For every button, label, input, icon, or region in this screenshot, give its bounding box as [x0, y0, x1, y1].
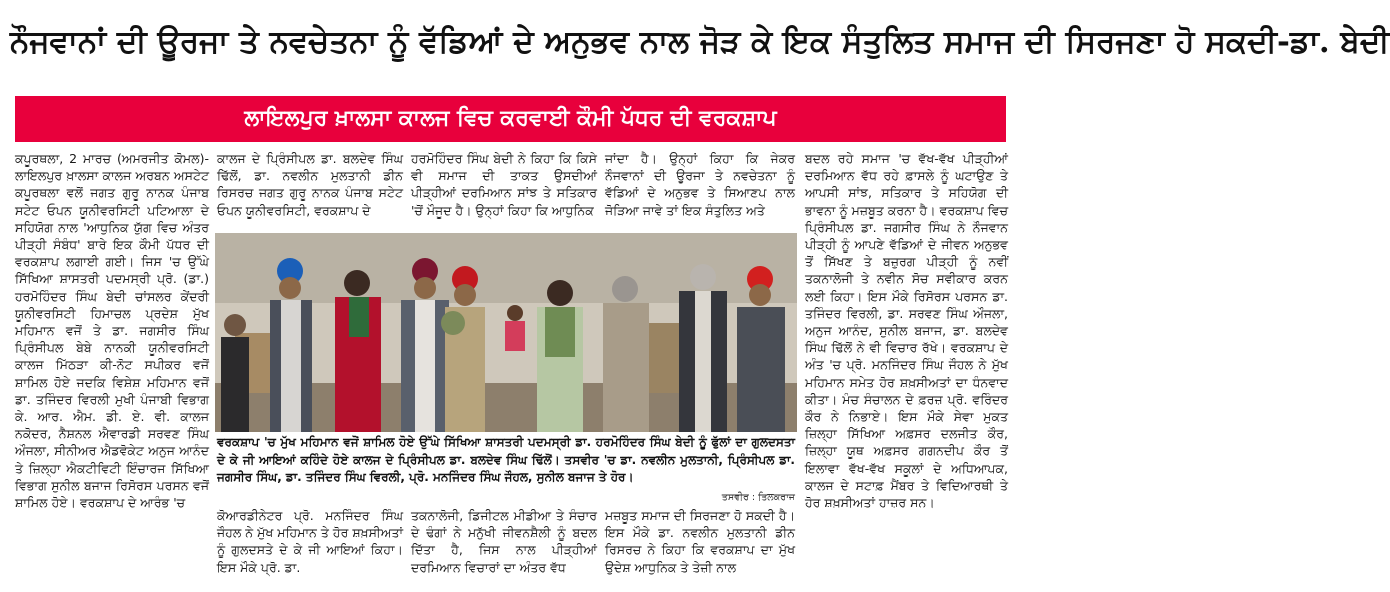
article-column-4-bottom — [605, 507, 795, 586]
article-column-1 — [15, 150, 209, 586]
article-column-2-top — [217, 150, 403, 230]
group-photo-illustration — [215, 233, 797, 432]
headline: ਨੌਜਵਾਨਾਂ ਦੀ ਊਰਜਾ ਤੇ ਨਵਚੇਤਨਾ ਨੂੰ ਵੱਡਿਆਂ ਦੇ ਅਨੁਭਵ ਨਾਲ ਜੋੜ ਕੇ ਇਕ ਸੰਤੁਲਿਤ ਸਮਾਜ ਦੀ ਸਿਰਜਣਾ ਹੋ ਸਕਦੀ-ਡਾ. ਬੇਦੀ — [10, 24, 1390, 60]
column-2-top-text: ਕਾਲਜ ਦੇ ਪ੍ਰਿੰਸੀਪਲ ਡਾ. ਬਲਦੇਵ ਸਿੰਘ ਢਿੱਲੋਂ, ਡਾ. ਨਵਲੀਨ ਮੁਲਤਾਨੀ ਡੀਨ ਰਿਸਰਚ ਜਗਤ ਗੁਰੂ ਨਾਨਕ ਪੰਜਾਬ ਸਟੇਟ ਓਪਨ ਯੂਨੀਵਰਸਿਟੀ, ਵਰਕਸ਼ਾਪ ਦੇ — [217, 151, 403, 218]
article-column-5 — [805, 150, 1008, 586]
photo-credit: ਤਸਵੀਰ : ਤਿਲਕਰਾਜ — [721, 492, 795, 503]
column-4-bottom-text: ਮਜ਼ਬੂਤ ਸਮਾਜ ਦੀ ਸਿਰਜਣਾ ਹੋ ਸਕਦੀ ਹੈ। ਇਸ ਮੌਕੇ ਡਾ. ਨਵਲੀਨ ਮੁਲਤਾਨੀ ਡੀਨ ਰਿਸਰਚ ਨੇ ਕਿਹਾ ਕਿ ਵਰਕਸ਼ਾਪ ਦਾ ਮੁੱਖ ਉਦੇਸ਼ ਆਧੁਨਿਕ ਤੇ ਤੇਜ਼ੀ ਨਾਲ — [605, 508, 795, 575]
column-2-bottom-text: ਕੋਆਰਡੀਨੇਟਰ ਪ੍ਰੋ. ਮਨਜਿੰਦਰ ਸਿੰਘ ਜੌਹਲ ਨੇ ਮੁੱਖ ਮਹਿਮਾਨ ਤੇ ਹੋਰ ਸ਼ਖ਼ਸੀਅਤਾਂ ਨੂੰ ਗੁਲਦਸਤੇ ਦੇ ਕੇ ਜੀ ਆਇਆਂ ਕਿਹਾ। ਇਸ ਮੌਕੇ ਪ੍ਰੋ. ਡਾ. — [217, 508, 403, 575]
article-column-2-bottom — [217, 507, 403, 586]
column-5-text: ਬਦਲ ਰਹੇ ਸਮਾਜ 'ਚ ਵੱਖ-ਵੱਖ ਪੀੜ੍ਹੀਆਂ ਦਰਮਿਆਨ ਵੱਧ ਰਹੇ ਫ਼ਾਸਲੇ ਨੂੰ ਘਟਾਉਣ ਤੇ ਆਪਸੀ ਸਾਂਝ, ਸਤਿਕਾਰ ਤੇ ਸਹਿਯੋਗ ਦੀ ਭਾਵਨਾ ਨੂੰ ਮਜ਼ਬੂਤ ਕਰਨਾ ਹੈ। ਵਰਕਸ਼ਾਪ ਵਿਚ ਪ੍ਰਿੰਸੀਪਲ ਡਾ. ਜਗਸੀਰ ਸਿੰਘ ਨੇ ਨੌਜਵਾਨ ਪੀੜ੍ਹੀ ਨੂੰ ਆਪਣੇ ਵੱਡਿਆਂ ਦੇ ਜੀਵਨ ਅਨੁਭਵ ਤੋਂ ਸਿੱਖਣ ਤੇ ਬਜ਼ੁਰਗ ਪੀੜ੍ਹੀ ਨੂੰ ਨਵੀਂ ਤਕਨਾਲੋਜੀ ਤੇ ਨਵੀਨ ਸੋਚ ਸਵੀਕਾਰ ਕਰਨ ਲਈ ਕਿਹਾ। ਇਸ ਮੌਕੇ ਰਿਸੋਰਸ ਪਰਸਨ ਡਾ. ਤਜਿੰਦਰ ਵਿਰਲੀ, ਡਾ. ਸਰਵਣ ਸਿੰਘ ਔਜਲਾ, ਅਨੁਜ ਆਨੰਦ, ਸੁਨੀਲ ਬਜਾਜ, ਡਾ. ਬਲਦੇਵ ਸਿੰਘ ਢਿੱਲੋਂ ਨੇ ਵੀ ਵਿਚਾਰ ਰੱਖੇ। ਵਰਕਸ਼ਾਪ ਦੇ ਅੰਤ 'ਚ ਪ੍ਰੋ. ਮਨਜਿੰਦਰ ਸਿੰਘ ਜੌਹਲ ਨੇ ਮੁੱਖ ਮਹਿਮਾਨ ਸਮੇਤ ਹੋਰ ਸ਼ਖ਼ਸੀਅਤਾਂ ਦਾ ਧੰਨਵਾਦ ਕੀਤਾ। ਮੰਚ ਸੰਚਾਲਨ ਦੇ ਫ਼ਰਜ਼ ਪ੍ਰੋ. ਵਰਿੰਦਰ ਕੌਰ ਨੇ ਨਿਭਾਏ। ਇਸ ਮੌਕੇ ਸੇਵਾ ਮੁਕਤ ਜ਼ਿਲ੍ਹਾ ਸਿੱਖਿਆ ਅਫ਼ਸਰ ਦਲਜੀਤ ਕੌਰ, ਜ਼ਿਲ੍ਹਾ ਯੂਥ ਅਫ਼ਸਰ ਗਗਨਦੀਪ ਕੌਰ ਤੋਂ ਇਲਾਵਾ ਵੱਖ-ਵੱਖ ਸਕੂਲਾਂ ਦੇ ਅਧਿਆਪਕ, ਕਾਲਜ ਦੇ ਸਟਾਫ਼ ਮੈਂਬਰ ਤੇ ਵਿਦਿਆਰਥੀ ਤੇ ਹੋਰ ਸ਼ਖ਼ਸੀਅਤਾਂ ਹਾਜ਼ਰ ਸਨ। — [805, 151, 1008, 511]
article-column-3-top — [411, 150, 597, 230]
column-1-text: ਕਪੂਰਥਲਾ, 2 ਮਾਰਚ (ਅਮਰਜੀਤ ਕੋਮਲ)-ਲਾਇਲਪੁਰ ਖ਼ਾਲਸਾ ਕਾਲਜ ਅਰਬਨ ਅਸਟੇਟ ਕਪੂਰਥਲਾ ਵਲੋਂ ਜਗਤ ਗੁਰੂ ਨਾਨਕ ਪੰਜਾਬ ਸਟੇਟ ਓਪਨ ਯੂਨੀਵਰਸਿਟੀ ਪਟਿਆਲਾ ਦੇ ਸਹਿਯੋਗ ਨਾਲ 'ਆਧੁਨਿਕ ਯੁੱਗ ਵਿਚ ਅੰਤਰ ਪੀੜ੍ਹੀ ਸੰਬੰਧ' ਬਾਰੇ ਇਕ ਕੌਮੀ ਪੱਧਰ ਦੀ ਵਰਕਸ਼ਾਪ ਲਗਾਈ ਗਈ। ਜਿਸ 'ਚ ਉੱਘੇ ਸਿੱਖਿਆ ਸ਼ਾਸਤਰੀ ਪਦਮਸ੍ਰੀ ਪ੍ਰੋ. (ਡਾ.) ਹਰਮੋਹਿੰਦਰ ਸਿੰਘ ਬੇਦੀ ਚਾਂਸਲਰ ਕੇਂਦਰੀ ਯੂਨੀਵਰਸਿਟੀ ਹਿਮਾਚਲ ਪ੍ਰਦੇਸ਼ ਮੁੱਖ ਮਹਿਮਾਨ ਵਜੋਂ ਤੇ ਡਾ. ਜਗਸੀਰ ਸਿੰਘ ਪ੍ਰਿੰਸੀਪਲ ਬੇਬੇ ਨਾਨਕੀ ਯੂਨੀਵਰਸਿਟੀ ਕਾਲਜ ਮਿੱਠੜਾ ਕੀ-ਨੋਟ ਸਪੀਕਰ ਵਜੋਂ ਸ਼ਾਮਿਲ ਹੋਏ ਜਦਕਿ ਵਿਸ਼ੇਸ਼ ਮਹਿਮਾਨ ਵਜੋਂ ਡਾ. ਤਜਿੰਦਰ ਵਿਰਲੀ ਮੁਖੀ ਪੰਜਾਬੀ ਵਿਭਾਗ ਕੇ. ਆਰ. ਐਮ. ਡੀ. ਏ. ਵੀ. ਕਾਲਜ ਨਕੋਦਰ, ਨੈਸ਼ਨਲ ਐਵਾਰਡੀ ਸਰਵਣ ਸਿੰਘ ਔਜਲਾ, ਸੀਨੀਅਰ ਐਡਵੋਕੇਟ ਅਨੁਜ ਆਨੰਦ ਤੇ ਜ਼ਿਲ੍ਹਾ ਐਕਟੀਵਿਟੀ ਇੰਚਾਰਜ ਸਿੱਖਿਆ ਵਿਭਾਗ ਸੁਨੀਲ ਬਜਾਜ ਰਿਸੋਰਸ ਪਰਸਨ ਵਜੋਂ ਸ਼ਾਮਿਲ ਹੋਏ। ਵਰਕਸ਼ਾਪ ਦੇ ਆਰੰਭ 'ਚ — [15, 151, 209, 511]
photo-caption: ਵਰਕਸ਼ਾਪ 'ਚ ਮੁੱਖ ਮਹਿਮਾਨ ਵਜੋਂ ਸ਼ਾਮਿਲ ਹੋਏ ਉੱਘੇ ਸਿੱਖਿਆ ਸ਼ਾਸਤਰੀ ਪਦਮਸ੍ਰੀ ਡਾ. ਹਰਮੋਹਿੰਦਰ ਸਿੰਘ ਬੇਦੀ ਨੂੰ ਫੁੱਲਾਂ ਦਾ ਗੁਲਦਸਤਾ ਦੇ ਕੇ ਜੀ ਆਇਆਂ ਕਹਿੰਦੇ ਹੋਏ ਕਾਲਜ ਦੇ ਪ੍ਰਿੰਸੀਪਲ ਡਾ. ਬਲਦੇਵ ਸਿੰਘ ਢਿੱਲੋਂ। ਤਸਵੀਰ 'ਚ ਡਾ. ਨਵਲੀਨ ਮੁਲਤਾਨੀ, ਪ੍ਰਿੰਸੀਪਲ ਡਾ. ਜਗਸੀਰ ਸਿੰਘ, ਡਾ. ਤਜਿੰਦਰ ਸਿੰਘ ਵਿਰਲੀ, ਪ੍ਰੋ. ਮਨਜਿੰਦਰ ਸਿੰਘ ਜੌਹਲ, ਸੁਨੀਲ ਬਜਾਜ ਤੇ ਹੋਰ। — [217, 435, 795, 484]
news-photo — [215, 233, 797, 432]
subheadline-banner: ਲਾਇਲਪੁਰ ਖ਼ਾਲਸਾ ਕਾਲਜ ਵਿਚ ਕਰਵਾਈ ਕੌਮੀ ਪੱਧਰ ਦੀ ਵਰਕਸ਼ਾਪ — [15, 96, 1006, 142]
column-3-bottom-text: ਤਕਨਾਲੋਜੀ, ਡਿਜੀਟਲ ਮੀਡੀਆ ਤੇ ਸੰਚਾਰ ਦੇ ਢੰਗਾਂ ਨੇ ਮਨੁੱਖੀ ਜੀਵਨਸ਼ੈਲੀ ਨੂੰ ਬਦਲ ਦਿੱਤਾ ਹੈ, ਜਿਸ ਨਾਲ ਪੀੜ੍ਹੀਆਂ ਦਰਮਿਆਨ ਵਿਚਾਰਾਂ ਦਾ ਅੰਤਰ ਵੱਧ — [411, 508, 597, 575]
article-column-4-top — [605, 150, 795, 230]
article-column-3-bottom — [411, 507, 597, 586]
column-3-top-text: ਹਰਮੋਹਿੰਦਰ ਸਿੰਘ ਬੇਦੀ ਨੇ ਕਿਹਾ ਕਿ ਕਿਸੇ ਵੀ ਸਮਾਜ ਦੀ ਤਾਕਤ ਉਸਦੀਆਂ ਪੀੜ੍ਹੀਆਂ ਦਰਮਿਆਨ ਸਾਂਝ ਤੇ ਸਤਿਕਾਰ 'ਚੋਂ ਮੌਜੂਦ ਹੈ। ਉਨ੍ਹਾਂ ਕਿਹਾ ਕਿ ਆਧੁਨਿਕ — [411, 151, 597, 218]
column-4-top-text: ਜਾਂਦਾ ਹੈ। ਉਨ੍ਹਾਂ ਕਿਹਾ ਕਿ ਜੇਕਰ ਨੌਜਵਾਨਾਂ ਦੀ ਊਰਜਾ ਤੇ ਨਵਚੇਤਨਾ ਨੂੰ ਵੱਡਿਆਂ ਦੇ ਅਨੁਭਵ ਤੇ ਸਿਆਣਪ ਨਾਲ ਜੋੜਿਆ ਜਾਵੇ ਤਾਂ ਇਕ ਸੰਤੁਲਿਤ ਅਤੇ — [605, 151, 795, 218]
